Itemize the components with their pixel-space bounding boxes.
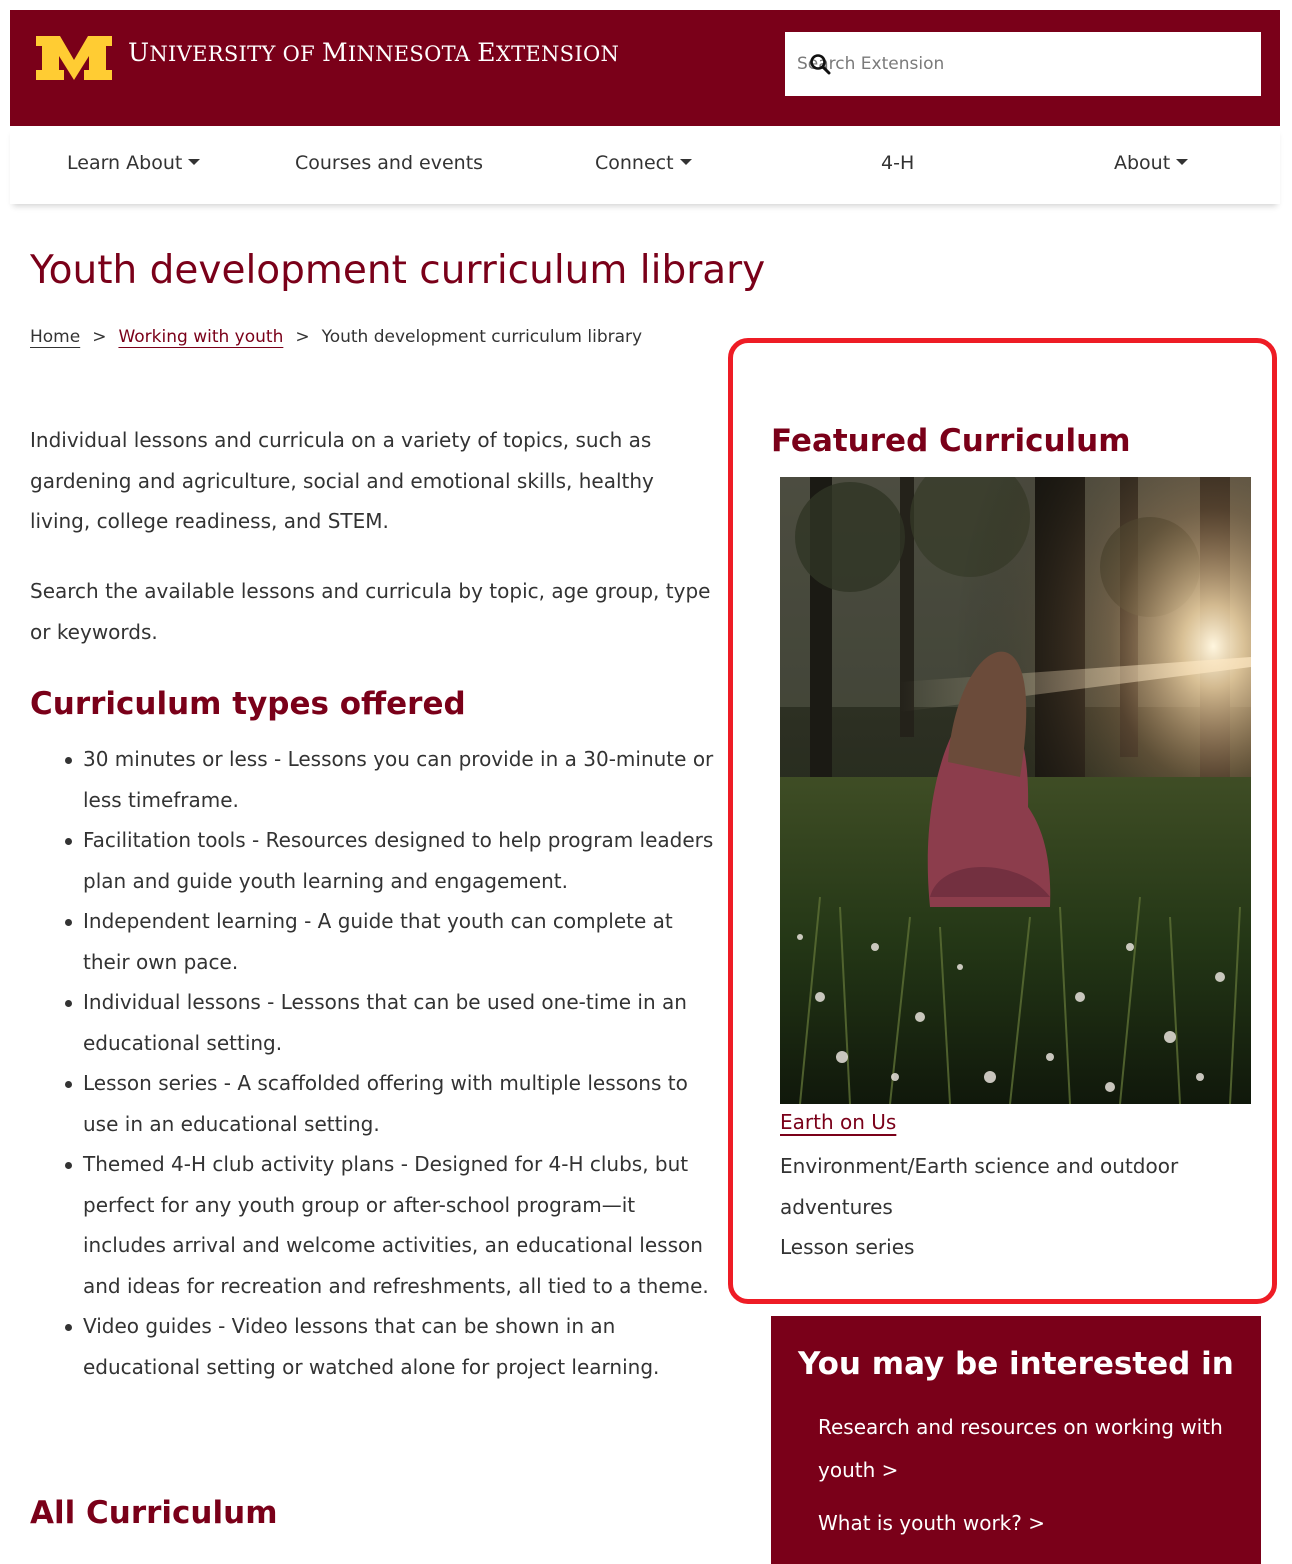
nav-about[interactable]: About bbox=[1114, 152, 1188, 174]
page-title: Youth development curriculum library bbox=[30, 248, 766, 293]
search-input[interactable] bbox=[785, 32, 1261, 96]
breadcrumb-home-link[interactable]: Home bbox=[30, 327, 81, 347]
list-item: Video guides - Video lessons that can be shown in an educational setting or watched alone for project learning. bbox=[83, 1306, 723, 1387]
university-m-logo[interactable] bbox=[34, 34, 114, 82]
list-item: 30 minutes or less - Lessons you can provide in a 30-minute or less timeframe. bbox=[83, 739, 723, 820]
caret-down-icon bbox=[188, 159, 200, 165]
breadcrumb-working-with-youth-link[interactable]: Working with youth bbox=[118, 327, 284, 347]
breadcrumb bbox=[30, 327, 642, 347]
nav-4-h[interactable]: 4-H bbox=[881, 152, 915, 174]
breadcrumb-separator: > bbox=[92, 327, 107, 347]
curriculum-types-list bbox=[83, 739, 723, 1387]
search-box bbox=[785, 32, 1261, 96]
search-instructions-paragraph: Search the available lessons and curricula by topic, age group, type or keywords. bbox=[30, 579, 711, 644]
list-item: Facilitation tools - Resources designed to help program leaders plan and guide youth learning and engagement. bbox=[83, 820, 723, 901]
nav-connect[interactable]: Connect bbox=[595, 152, 692, 174]
nav-courses-and-events[interactable]: Courses and events bbox=[295, 152, 484, 174]
featured-curriculum-heading: Featured Curriculum bbox=[771, 423, 1131, 459]
featured-curriculum-link[interactable]: Earth on Us bbox=[780, 1110, 897, 1134]
nav-learn-about[interactable]: Learn About bbox=[67, 152, 200, 174]
related-links-panel bbox=[771, 1316, 1261, 1564]
list-item: Independent learning - A guide that youth can complete at their own pace. bbox=[83, 901, 723, 982]
caret-down-icon bbox=[680, 159, 692, 165]
what-is-youth-work-link[interactable]: What is youth work? > bbox=[818, 1511, 1045, 1535]
caret-down-icon bbox=[1176, 159, 1188, 165]
site-header bbox=[10, 10, 1280, 126]
breadcrumb-separator: > bbox=[295, 327, 310, 347]
breadcrumb-current: Youth development curriculum library bbox=[321, 327, 643, 347]
curriculum-types-heading: Curriculum types offered bbox=[30, 686, 466, 722]
all-curriculum-heading: All Curriculum bbox=[30, 1495, 278, 1531]
list-item: Lesson series - A scaffolded offering with multiple lessons to use in an educational setting. bbox=[83, 1063, 723, 1144]
intro-paragraph: Individual lessons and curricula on a variety of topics, such as gardening and agriculture, social and emotional skills, healthy living, college readiness, and STEM. bbox=[30, 428, 654, 533]
featured-curriculum-photo[interactable] bbox=[780, 477, 1251, 1104]
search-icon[interactable] bbox=[809, 53, 831, 75]
list-item: Individual lessons - Lessons that can be used one-time in an educational setting. bbox=[83, 982, 723, 1063]
site-brand-name[interactable]: UNIVERSITY OF MINNESOTA EXTENSION bbox=[128, 38, 620, 67]
list-item: Themed 4-H club activity plans - Designed for 4-H clubs, but perfect for any youth group or after-school program—it includes arrival and welcome activities, an educational lesson and ideas for recreation and refreshments, all tied to a theme. bbox=[83, 1144, 723, 1306]
main-navigation bbox=[10, 126, 1280, 204]
featured-curriculum-type: Lesson series bbox=[780, 1235, 915, 1259]
related-links-heading: You may be interested in bbox=[798, 1346, 1234, 1382]
featured-curriculum-topic: Environment/Earth science and outdoor adventures bbox=[780, 1154, 1179, 1219]
research-resources-link[interactable]: Research and resources on working with youth > bbox=[818, 1415, 1223, 1482]
